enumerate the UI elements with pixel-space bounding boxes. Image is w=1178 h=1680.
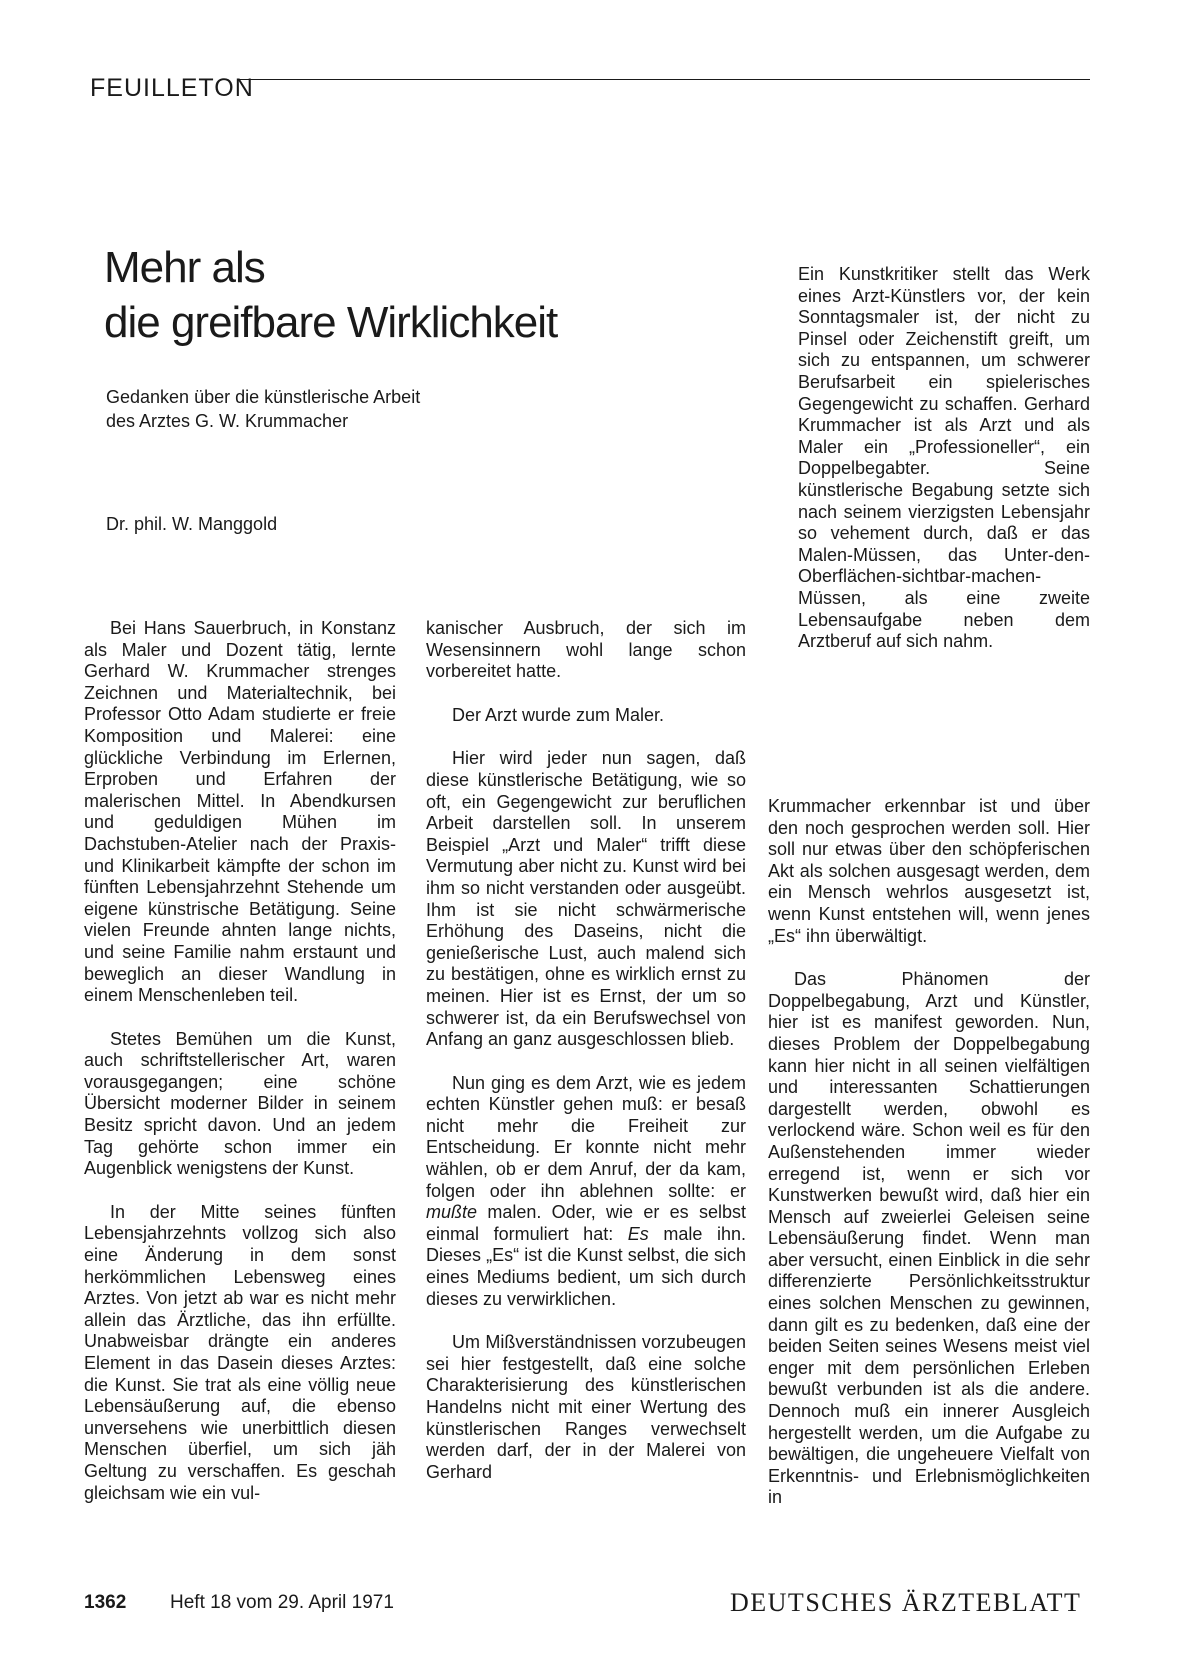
body-column-2 <box>426 618 746 1483</box>
col2-paragraph-1: kanischer Ausbruch, der sich im Wesensinnern wohl lange schon vorbereitet hatte. <box>426 618 746 682</box>
magazine-name: DEUTSCHES ÄRZTEBLATT <box>730 1588 1082 1617</box>
intro-paragraph: Ein Kunstkritiker stellt das Werk eines Arzt-Künstlers vor, der kein Sonntagsmaler ist, der nicht zu Pinsel oder Zeichenstift greift, um sich zu entspannen, um schwerer Berufsarbeit ein spielerisches Gegengewicht zu schaffen. Gerhard Krummacher ist als Arzt und als Maler ein „Professioneller“, ein Doppelbegabter. Seine künstlerische Begabung setzte sich nach seinem vierzigsten Lebensjahr so vehement durch, daß er das Malen-Müssen, das Unter-den-Oberflächen-sichtbar-machen-Müssen, als eine zweite Lebensaufgabe neben dem Arztberuf auf sich nahm. <box>798 264 1090 652</box>
col2-p4-emphasis-1: mußte <box>426 1202 478 1223</box>
article-subtitle <box>106 385 420 433</box>
body-column-3 <box>768 796 1090 1509</box>
author-byline: Dr. phil. W. Manggold <box>106 514 278 534</box>
col3-paragraph-2: Das Phänomen der Doppelbegabung, Arzt und Künstler, hier ist es manifest geworden. Nun, dieses Problem der Doppelbegabung kann hier nicht in all seinen vielfältigen und interessanten Schattierungen dargestellt werden, obwohl es verlockend wäre. Schon weil es für den Außenstehenden immer wieder erregend ist, wenn er sich vor Kunstwerken bewußt wird, daß hier ein Mensch auf zweierlei Geleisen seine Lebensäußerung findet. Wenn man aber versucht, einen Einblick in die sehr differenzierte Persönlichkeitsstruktur eines solchen Menschen zu gewinnen, dann gilt es zu bedenken, daß eine der beiden Seiten seines Wesens meist viel enger mit dem persönlichen Erleben bewußt verbunden ist als die andere. Dennoch muß ein innerer Ausgleich hergestellt werden, um die Aufgabe zu bewältigen, die ungeheuere Vielfalt von Erkenntnis- und Erlebnismöglichkeiten in <box>768 969 1090 1508</box>
col1-paragraph-2: Stetes Bemühen um die Kunst, auch schriftstellerischer Art, waren vorausgegangen; eine schöne Übersicht moderner Bilder in seinem Besitz spricht davon. Und an jedem Tag gehörte schon immer ein Augenblick wenigstens der Kunst. <box>84 1028 396 1179</box>
body-column-1 <box>84 618 396 1504</box>
col3-paragraph-1: Krummacher erkennbar ist und über den noch gesprochen werden soll. Hier soll nur etwas über den schöpferischen Akt als solchen ausgesagt werden, dem ein Mensch wehrlos ausgesetzt ist, wenn Kunst entstehen will, wenn jenes „Es“ ihn überwältigt. <box>768 796 1090 946</box>
col2-paragraph-3: Hier wird jeder nun sagen, daß diese künstlerische Betätigung, wie so oft, ein Gegengewicht zur beruflichen Arbeit darstellen soll. In unserem Beispiel „Arzt und Maler“ trifft diese Vermutung aber nicht zu. Kunst wird bei ihm so nicht verstanden oder ausgeübt. Ihm ist sie nicht schwärmerische Erhöhung des Daseins, nicht die genießerische Lust, auch malend sich zu bestätigen, ohne es wirklich ernst zu meinen. Hier ist es Ernst, der um so schwerer ist, da ein Berufswechsel von Anfang an ganz ausgeschlossen blieb. <box>426 748 746 1050</box>
col2-p4-part-a: Nun ging es dem Arzt, wie es jedem echten Künstler gehen muß: er besaß nicht mehr die Freiheit zur Entscheidung. Er konnte nicht mehr wählen, ob er dem Anruf, der da kam, folgen oder ihn ablehnen sollte: er <box>426 1072 746 1201</box>
subtitle-line-1: Gedanken über die künstlerische Arbeit <box>106 387 421 407</box>
subtitle-line-2: des Arztes G. W. Krummacher <box>106 411 349 431</box>
col1-paragraph-1: Bei Hans Sauerbruch, in Konstanz als Maler und Dozent tätig, lernte Gerhard W. Krummacher strenges Zeichnen und Materialtechnik, bei Professor Otto Adam studierte er freie Komposition und Malerei: eine glückliche Verbindung im Erlernen, Erproben und Erfahren der malerischen Mittel. In Abendkursen und geduldigen Mühen im Dachstuben-Atelier nach der Praxis- und Klinikarbeit kämpfte der schon im fünften Lebensjahrzehnt Stehende um eigene künstrische Betätigung. Seine vielen Freunde ahnten lange nichts, und seine Familie nahm erstaunt und beweglich an dieser Wandlung in einem Menschenleben teil. <box>84 618 396 1006</box>
col2-paragraph-5: Um Mißverständnissen vorzubeugen sei hier festgestellt, daß eine solche Charakterisierung des künstlerischen Handelns nicht mit einer Wertung des künstlerischen Ranges verwechselt werden darf, der in der Malerei von Gerhard <box>426 1332 746 1482</box>
page-number: 1362 <box>84 1592 127 1613</box>
col2-paragraph-4 <box>426 1073 746 1311</box>
col2-p4-part-b: malen. Oder, wie er es selbst einmal formuliert hat: <box>426 1202 746 1244</box>
section-label: FEUILLETON <box>90 74 254 102</box>
title-line-2: die greifbare Wirklichkeit <box>104 298 558 347</box>
header-rule <box>238 79 1090 80</box>
intro-column <box>798 264 1090 653</box>
issue-info: Heft 18 vom 29. April 1971 <box>170 1592 394 1613</box>
article-title <box>104 240 557 350</box>
col1-paragraph-3: In der Mitte seines fünften Lebensjahrzehnts vollzog sich also eine Änderung in dem sonst herkömmlichen Lebensweg eines Arztes. Von jetzt ab war es nicht mehr allein das Ärztliche, das ihn erfüllte. Unabweisbar drängte ein anderes Element in das Dasein dieses Arztes: die Kunst. Sie trat als eine völlig neue Lebensäußerung auf, die ebenso unversehens wie unerbittlich diesen Menschen überfiel, um sich jäh Geltung zu verschaffen. Es geschah gleichsam wie ein vul- <box>84 1201 396 1503</box>
title-line-1: Mehr als <box>104 243 265 292</box>
col2-p4-part-c: male ihn. Dieses „Es“ ist die Kunst selbst, die sich eines Mediums bedient, um sich durch dieses zu verwirklichen. <box>426 1223 746 1309</box>
col2-paragraph-2: Der Arzt wurde zum Maler. <box>452 704 665 725</box>
col2-p4-emphasis-2: Es <box>627 1223 649 1244</box>
